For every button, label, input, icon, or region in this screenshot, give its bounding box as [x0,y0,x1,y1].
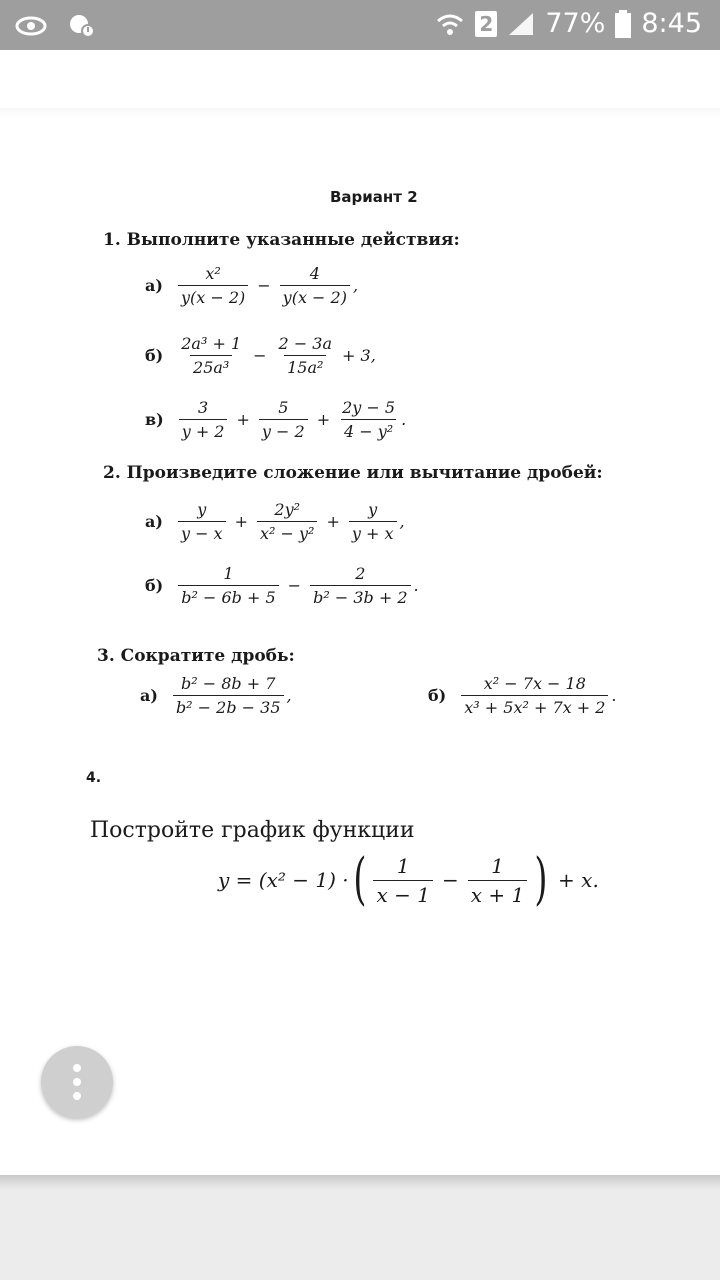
denominator: y − 2 [259,419,308,441]
page-bottom-shadow [0,1175,720,1189]
denominator: x² − y² [257,521,317,543]
numerator: 2a³ + 1 [181,334,242,353]
denominator: y − x [178,521,226,543]
task2-a-label: а) [145,512,163,531]
denominator: 4 − y² [341,419,396,441]
denominator: x − 1 [373,880,432,907]
fraction [373,854,432,907]
task2-b [145,564,419,607]
fraction [276,334,335,377]
denominator: y + x [349,521,397,543]
tail: , [352,276,359,295]
settings-alert-icon [66,11,96,39]
fraction [461,674,608,717]
document-page [0,50,720,1175]
formula-lhs: y = (x² − 1) · [218,868,349,892]
numerator: 2y − 5 [342,398,396,417]
fraction [349,500,397,543]
more-options-button[interactable] [41,1046,113,1118]
task1-title: 1. Выполните указанные действия: [103,230,460,250]
tail: , [399,512,405,531]
task1-a [145,264,358,307]
task2-b-label: б) [145,576,164,595]
operator: − [287,576,302,595]
numerator: y [368,500,378,519]
fraction [178,264,248,307]
sim-badge: 2 [475,11,497,37]
operator: − [257,276,271,295]
task2-a [145,500,405,543]
fraction [259,398,308,441]
numerator: 2 − 3a [278,334,333,353]
numerator: 3 [197,398,209,417]
task4-title: Постройте график функции [90,818,415,843]
status-bar [0,0,720,50]
tail: + x. [558,868,599,892]
task1-b-label: б) [145,346,164,365]
fraction [280,264,350,307]
tail: , [286,686,292,705]
right-paren: ) [534,847,548,912]
task1-a-label: а) [145,276,163,295]
numerator: 2y² [274,500,301,519]
fraction [173,674,284,717]
clock: 8:45 [641,8,702,39]
numerator: 5 [278,398,289,417]
denominator: x³ + 5x² + 7x + 2 [461,695,608,717]
operator: + [326,512,340,531]
fraction [178,334,244,377]
operator: − [253,346,267,365]
denominator: b² − 3b + 2 [310,585,410,607]
tail: + 3, [342,346,376,365]
numerator: x² [205,264,221,283]
numerator: 4 [309,264,320,283]
denominator: 15a² [284,355,326,377]
fraction [468,854,527,907]
task4-number: 4. [86,770,102,786]
denominator: y(x − 2) [280,285,350,307]
task3-b [428,674,617,717]
numerator: 1 [491,853,504,878]
fraction [257,500,317,543]
denominator: x + 1 [468,880,527,907]
tail: . [413,576,419,595]
task3-b-label: б) [428,686,447,705]
task1-b [145,334,376,377]
fraction [179,398,228,441]
denominator: b² − 2b − 35 [173,695,284,717]
task1-c [145,398,406,441]
operator: + [236,410,250,429]
task3-a [140,674,292,717]
denominator: y(x − 2) [178,285,248,307]
variant-title: Вариант 2 [330,188,418,206]
cloud-sync-icon [14,12,48,38]
numerator: 2 [355,564,366,583]
task2-title: 2. Произведите сложение или вычитание дробей: [103,463,603,483]
numerator: x² − 7x − 18 [483,674,586,693]
operator: + [234,512,248,531]
numerator: 1 [223,564,234,583]
operator: + [316,410,331,429]
fraction [339,398,398,441]
page-band [0,108,720,118]
denominator: y + 2 [179,419,228,441]
fraction [178,564,278,607]
task3-a-label: а) [140,686,158,705]
tail: . [611,686,617,705]
fraction [178,500,226,543]
battery-percent: 77% [545,8,606,39]
signal-icon [507,11,535,37]
left-paren: ( [352,847,367,912]
denominator: b² − 6b + 5 [178,585,278,607]
battery-icon [615,10,631,38]
numerator: 1 [396,853,410,878]
task4-formula [218,847,599,912]
task3-title: 3. Сократите дробь: [97,646,295,666]
fraction [310,564,410,607]
wifi-icon [435,11,465,37]
task1-c-label: в) [145,410,164,429]
numerator: y [197,500,207,519]
numerator: b² − 8b + 7 [181,674,276,693]
tail: . [401,410,407,429]
denominator: 25a³ [190,355,232,377]
operator: − [441,868,459,892]
